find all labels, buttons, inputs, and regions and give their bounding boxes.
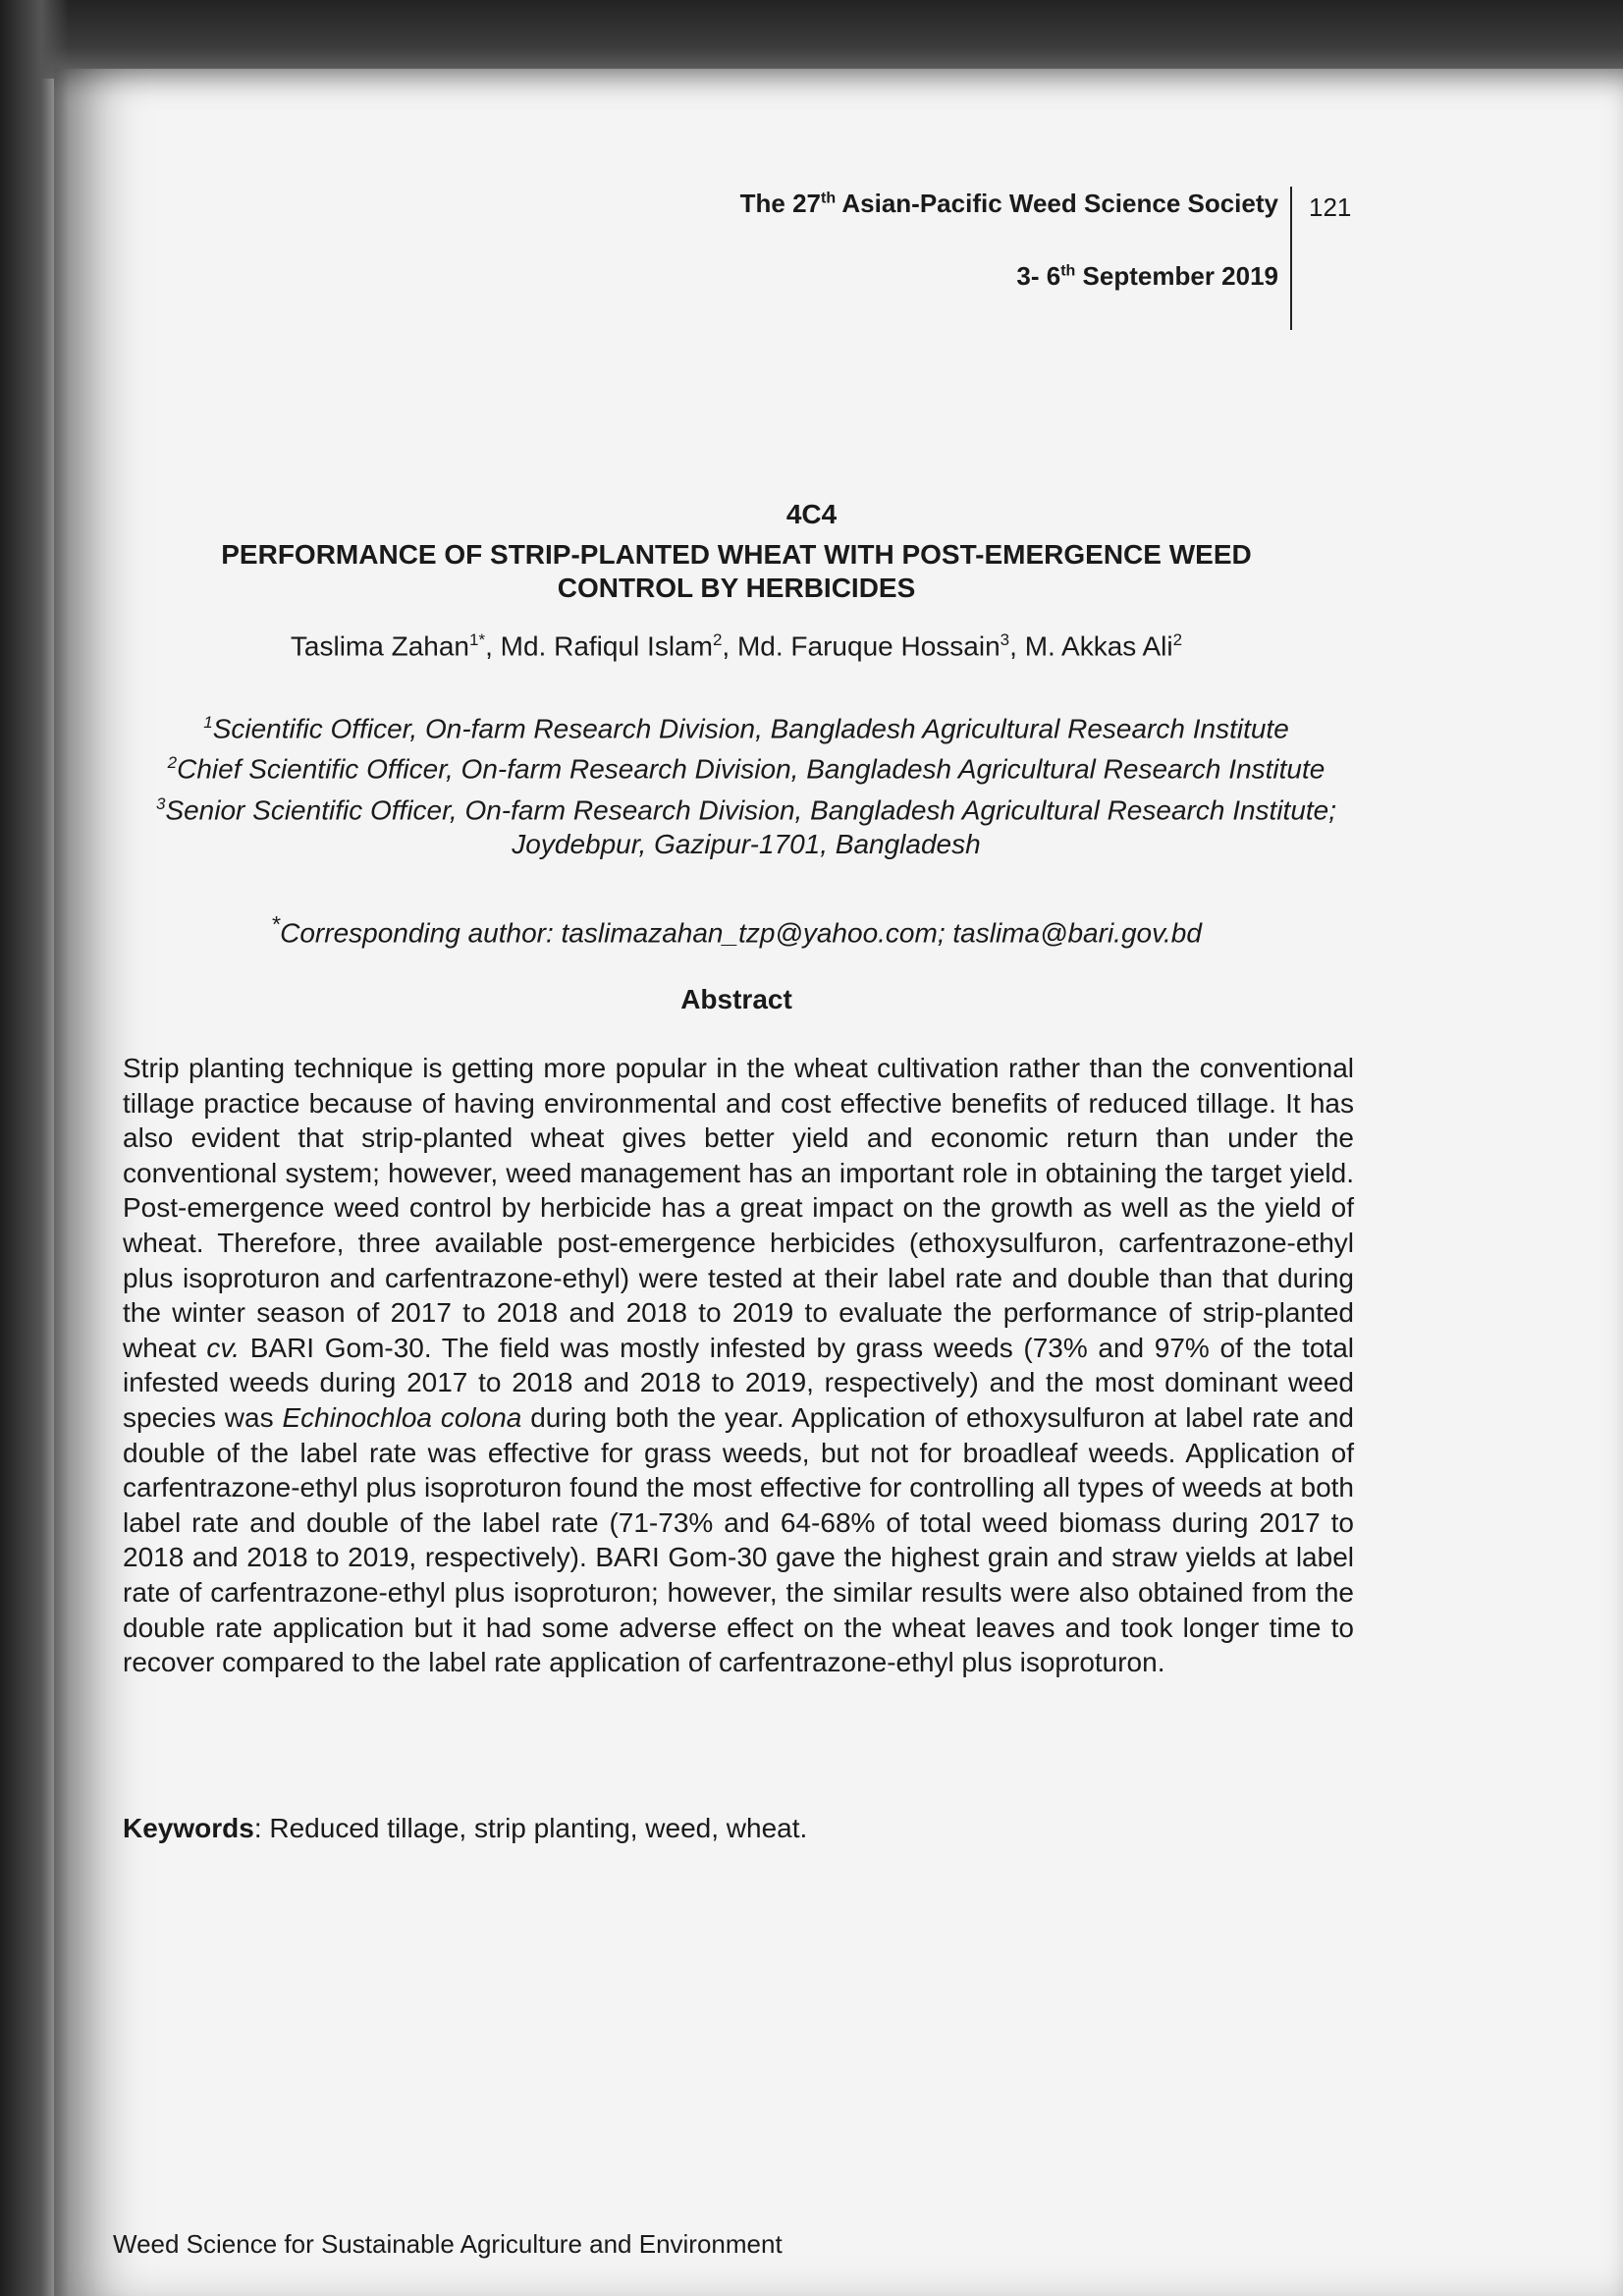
author-sup: 1*: [469, 630, 486, 649]
corresponding-text: Corresponding author: taslimazahan_tzp@yahoo.com; taslima@bari.gov.bd: [280, 917, 1202, 949]
affiliation-item: [137, 787, 1355, 861]
dates-sup: th: [1060, 262, 1076, 280]
author-separator: ,: [722, 630, 737, 662]
corresponding-sup: *: [271, 911, 281, 937]
abstract-text-3: during both the year. Application of ethoxysulfuron at label rate and double of the label rate was effective for grass weeds, but not for broadleaf weeds. Application of carfentrazone-ethyl plus isoproturon found the most effective for controlling all types of weeds at both label rate and double of the label rate (71-73% and 64-68% of total weed biomass during 2017 to 2018 and 2018 to 2019, respectively). BARI Gom-30 gave the highest grain and straw yields at label rate of carfentrazone-ethyl plus isoproturon; however, the similar results were also obtained from the double rate application but it had some adverse effect on the wheat leaves and took longer time to recover compared to the label rate application of carfentrazone-ethyl plus isoproturon.: [123, 1401, 1355, 1678]
affiliation-text: Senior Scientific Officer, On-farm Research Division, Bangladesh Agricultural Research Institute; Joydebpur, Gazipur-1701, Bangladesh: [165, 793, 1337, 859]
scan-binding-shadow: [0, 0, 69, 2296]
author-sup: 2: [712, 630, 723, 649]
conference-suffix: Asian-Pacific Weed Science Society: [836, 189, 1278, 218]
affiliation-sup: 1: [203, 713, 213, 732]
conference-sup: th: [821, 190, 837, 207]
abstract-cv: cv.: [206, 1332, 241, 1363]
author-sup: 2: [1172, 630, 1183, 649]
conference-header: [740, 189, 1278, 219]
affiliation-text: Scientific Officer, On-farm Research Division, Bangladesh Agricultural Research Institute: [212, 713, 1289, 744]
author-separator: ,: [1009, 630, 1025, 662]
affiliation-sup: 3: [155, 793, 166, 813]
abstract-heading: Abstract: [680, 984, 792, 1014]
abstract-text-1: Strip planting technique is getting more popular in the wheat cultivation rather than the conventional tillage practice because of having environmental and cost effective benefits of reduced tillage. It has also evident that strip-planted wheat gives better yield and economic return than under the conventional system; however, weed management has an important role in obtaining the target yield. Post-emergence weed control by herbicide has a great impact on the growth as well as the yield of wheat. Therefore, three available post-emergence herbicides (ethoxysulfuron, carfentrazone-ethyl plus isoproturon and carfentrazone-ethyl) were tested at their label rate and double than that during the winter season of 2017 to 2018 and 2018 to 2019 to evaluate the performance of strip-planted wheat: [123, 1053, 1354, 1363]
abstract-text-2: BARI Gom-30. The field was mostly infested by grass weeds (73% and 97% of the total infested weeds during 2017 to 2018 and 2018 to 2019, respectively) and the most dominant weed species was: [123, 1332, 1354, 1433]
author-name: Md. Faruque Hossain: [736, 630, 1001, 662]
keywords: [123, 1813, 807, 1844]
affiliation-item: [137, 745, 1355, 786]
conference-prefix: The 27: [739, 189, 822, 218]
affiliation-sup: 2: [167, 753, 178, 773]
affiliations: [137, 705, 1355, 861]
author-sup: 3: [1000, 630, 1010, 649]
author-name: Taslima Zahan: [290, 630, 469, 662]
scan-top-edge: [0, 0, 1623, 79]
dates-suffix: September 2019: [1075, 261, 1278, 291]
header-divider: [1290, 187, 1292, 330]
page-number: 121: [1309, 192, 1352, 222]
paper-code: 4C4: [785, 499, 838, 529]
author-name: M. Akkas Ali: [1024, 630, 1173, 662]
dates-prefix: 3- 6: [1016, 261, 1061, 291]
keywords-label: Keywords: [123, 1813, 254, 1843]
page-footer: Weed Science for Sustainable Agriculture and Environment: [113, 2229, 783, 2259]
author-list: [0, 630, 1473, 662]
keywords-text: : Reduced tillage, strip planting, weed, wheat.: [253, 1813, 808, 1843]
author-separator: ,: [485, 630, 501, 662]
paper-title: PERFORMANCE OF STRIP-PLANTED WHEAT WITH POST-EMERGENCE WEED CONTROL BY HERBICIDES: [221, 539, 1252, 603]
affiliation-item: [137, 705, 1355, 745]
abstract-species: Echinochloa colona: [282, 1401, 522, 1433]
author-name: Md. Rafiqul Islam: [500, 630, 713, 662]
conference-dates: [1016, 261, 1278, 292]
corresponding-author: [0, 911, 1473, 949]
affiliation-text: Chief Scientific Officer, On-farm Research Division, Bangladesh Agricultural Research Institute: [177, 753, 1325, 785]
abstract-body: [123, 1051, 1354, 1680]
